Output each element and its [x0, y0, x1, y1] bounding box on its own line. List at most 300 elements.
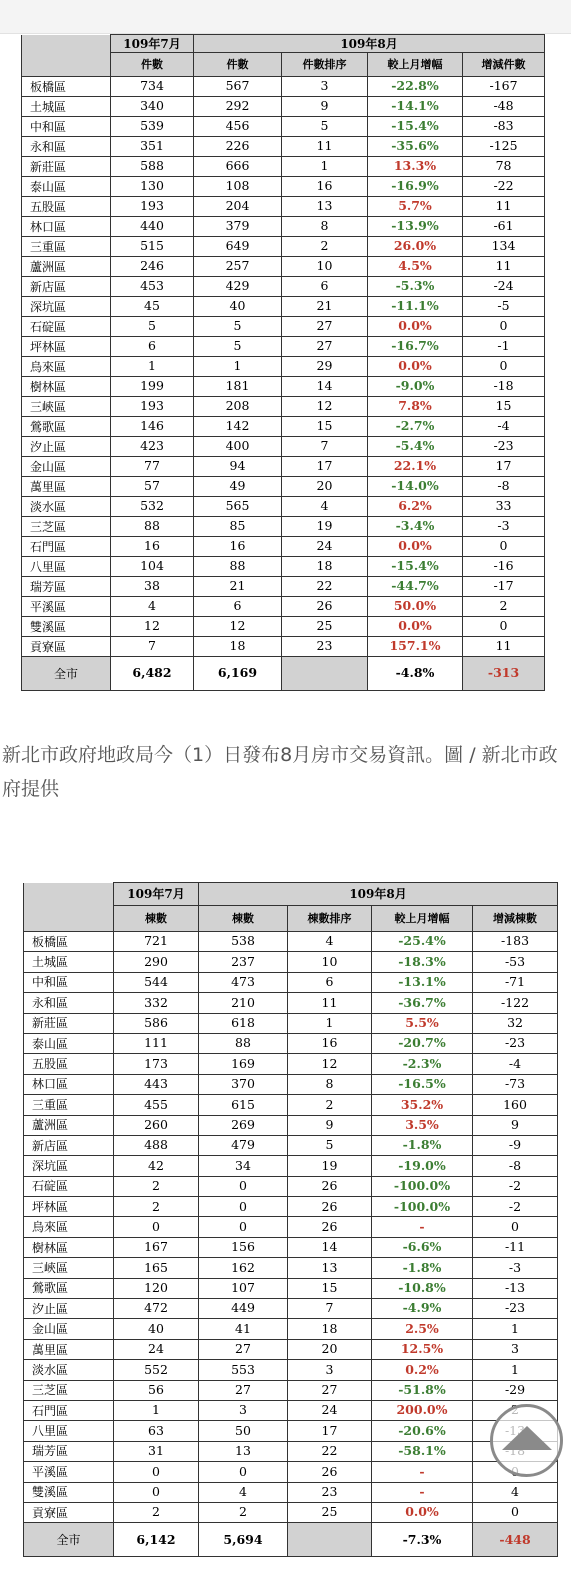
- district-cell: 瑞芳區: [24, 1441, 114, 1461]
- pct-change-cell: -1.8%: [372, 1258, 473, 1278]
- jul-count-cell: 440: [111, 217, 194, 237]
- diff-cell: 1: [473, 1319, 558, 1339]
- total-row: [22, 657, 545, 691]
- jul-count-cell: 0: [114, 1462, 199, 1482]
- diff-cell: -17: [463, 577, 545, 597]
- table-row: [24, 1033, 558, 1053]
- rank-cell: 22: [288, 1441, 372, 1461]
- district-cell: 淡水區: [22, 497, 111, 517]
- pct-change-cell: 3.5%: [372, 1115, 473, 1135]
- total-pct: -7.3%: [372, 1523, 473, 1557]
- jul-count-cell: 472: [114, 1299, 199, 1319]
- diff-cell: 11: [463, 197, 545, 217]
- district-cell: 林口區: [22, 217, 111, 237]
- jul-count-cell: 532: [111, 497, 194, 517]
- pct-change-cell: -: [372, 1217, 473, 1237]
- table-row: [24, 1074, 558, 1094]
- diff-cell: 33: [463, 497, 545, 517]
- table-row: [24, 1258, 558, 1278]
- rank-cell: 14: [282, 377, 368, 397]
- district-cell: 雙溪區: [24, 1482, 114, 1502]
- jul-count-cell: 544: [114, 972, 199, 992]
- aug-count-cell: 400: [194, 437, 282, 457]
- aug-count-cell: 27: [199, 1380, 288, 1400]
- rank-cell: 3: [282, 77, 368, 97]
- diff-cell: -61: [463, 217, 545, 237]
- aug-count-cell: 204: [194, 197, 282, 217]
- district-cell: 金山區: [22, 457, 111, 477]
- pct-change-cell: -35.6%: [368, 137, 463, 157]
- aug-count-cell: 2: [199, 1502, 288, 1522]
- pct-change-cell: 0.2%: [372, 1360, 473, 1380]
- district-cell: 蘆洲區: [24, 1115, 114, 1135]
- district-cell: 八里區: [22, 557, 111, 577]
- district-cell: 淡水區: [24, 1360, 114, 1380]
- district-cell: 深坑區: [24, 1156, 114, 1176]
- district-cell: 貢寮區: [22, 637, 111, 657]
- aug-count-cell: 156: [199, 1237, 288, 1257]
- aug-count-cell: 18: [194, 637, 282, 657]
- table-row: [24, 1360, 558, 1380]
- aug-count-cell: 3: [199, 1400, 288, 1420]
- district-cell: 永和區: [22, 137, 111, 157]
- district-cell: 烏來區: [24, 1217, 114, 1237]
- table-row: [22, 577, 545, 597]
- header-col1: 棟數: [114, 906, 199, 932]
- header-col5: 增減棟數: [473, 906, 558, 932]
- table-row: [24, 972, 558, 992]
- jul-count-cell: 340: [111, 97, 194, 117]
- pct-change-cell: 26.0%: [368, 237, 463, 257]
- table-row: [24, 1502, 558, 1522]
- district-cell: 新店區: [24, 1135, 114, 1155]
- aug-count-cell: 370: [199, 1074, 288, 1094]
- table-row: [24, 1115, 558, 1135]
- pct-change-cell: -19.0%: [372, 1156, 473, 1176]
- image-caption: 新北市政府地政局今（1）日發布8月房市交易資訊。圖 / 新北市政府提供: [2, 744, 558, 800]
- diff-cell: 160: [473, 1095, 558, 1115]
- aug-count-cell: 4: [199, 1482, 288, 1502]
- pct-change-cell: -15.4%: [368, 117, 463, 137]
- jul-count-cell: 734: [111, 77, 194, 97]
- district-cell: 三峽區: [24, 1258, 114, 1278]
- rank-cell: 2: [288, 1095, 372, 1115]
- diff-cell: 0: [473, 1502, 558, 1522]
- header-col2: 棟數: [199, 906, 288, 932]
- table-row: [24, 1400, 558, 1420]
- aug-count-cell: 85: [194, 517, 282, 537]
- diff-cell: 9: [473, 1115, 558, 1135]
- diff-cell: -16: [463, 557, 545, 577]
- table-row: [24, 1482, 558, 1502]
- pct-change-cell: -20.7%: [372, 1033, 473, 1053]
- aug-count-cell: 21: [194, 577, 282, 597]
- jul-count-cell: 488: [114, 1135, 199, 1155]
- district-cell: 三芝區: [24, 1380, 114, 1400]
- aug-count-cell: 257: [194, 257, 282, 277]
- jul-count-cell: 0: [114, 1217, 199, 1237]
- jul-count-cell: 290: [114, 952, 199, 972]
- district-cell: 金山區: [24, 1319, 114, 1339]
- total-pct: -4.8%: [368, 657, 463, 691]
- table-row: [24, 1421, 558, 1441]
- rank-cell: 10: [288, 952, 372, 972]
- district-cell: 石碇區: [24, 1176, 114, 1196]
- rank-cell: 25: [288, 1502, 372, 1522]
- diff-cell: 78: [463, 157, 545, 177]
- jul-count-cell: 7: [111, 637, 194, 657]
- table-row: [24, 1237, 558, 1257]
- table-row: [22, 477, 545, 497]
- rank-cell: 20: [282, 477, 368, 497]
- pct-change-cell: -100.0%: [372, 1197, 473, 1217]
- district-cell: 貢寮區: [24, 1502, 114, 1522]
- table-row: [24, 1380, 558, 1400]
- diff-cell: -1: [463, 337, 545, 357]
- district-cell: 坪林區: [24, 1197, 114, 1217]
- jul-count-cell: 104: [111, 557, 194, 577]
- diff-cell: -18: [463, 377, 545, 397]
- jul-count-cell: 57: [111, 477, 194, 497]
- district-cell: 土城區: [22, 97, 111, 117]
- table-row: [24, 1095, 558, 1115]
- rank-cell: 15: [282, 417, 368, 437]
- table-row: [24, 1217, 558, 1237]
- rank-cell: 18: [288, 1319, 372, 1339]
- pct-change-cell: -6.6%: [372, 1237, 473, 1257]
- diff-cell: 2: [463, 597, 545, 617]
- aug-count-cell: 0: [199, 1197, 288, 1217]
- table-row: [22, 357, 545, 377]
- pct-change-cell: 12.5%: [372, 1339, 473, 1359]
- district-cell: 永和區: [24, 993, 114, 1013]
- rank-cell: 23: [282, 637, 368, 657]
- buildings-count-table: [23, 882, 558, 1557]
- jul-count-cell: 588: [111, 157, 194, 177]
- rank-cell: 26: [282, 597, 368, 617]
- district-cell: 樹林區: [24, 1237, 114, 1257]
- table-row: [22, 497, 545, 517]
- scroll-to-top-button[interactable]: [490, 1404, 563, 1477]
- district-cell: 鶯歌區: [24, 1278, 114, 1298]
- header-col4: 較上月增幅: [368, 53, 463, 77]
- rank-cell: 5: [288, 1135, 372, 1155]
- table-row: [22, 217, 545, 237]
- aug-count-cell: 449: [199, 1299, 288, 1319]
- rank-cell: 6: [288, 972, 372, 992]
- rank-cell: 22: [282, 577, 368, 597]
- triangle-up-icon: [502, 1426, 552, 1450]
- rank-cell: 6: [282, 277, 368, 297]
- district-cell: 三重區: [22, 237, 111, 257]
- district-cell: 三重區: [24, 1095, 114, 1115]
- rank-cell: 13: [282, 197, 368, 217]
- pct-change-cell: 50.0%: [368, 597, 463, 617]
- aug-count-cell: 5: [194, 337, 282, 357]
- diff-cell: 4: [473, 1482, 558, 1502]
- jul-count-cell: 552: [114, 1360, 199, 1380]
- pct-change-cell: -16.9%: [368, 177, 463, 197]
- rank-cell: 27: [288, 1380, 372, 1400]
- jul-count-cell: 2: [114, 1176, 199, 1196]
- transactions-count-table: [21, 34, 545, 691]
- aug-count-cell: 50: [199, 1421, 288, 1441]
- pct-change-cell: -20.6%: [372, 1421, 473, 1441]
- district-cell: 板橋區: [24, 932, 114, 952]
- table-row: [22, 77, 545, 97]
- pct-change-cell: -2.7%: [368, 417, 463, 437]
- diff-cell: 15: [463, 397, 545, 417]
- aug-count-cell: 379: [194, 217, 282, 237]
- diff-cell: 0: [463, 357, 545, 377]
- diff-cell: -8: [473, 1156, 558, 1176]
- pct-change-cell: 0.0%: [368, 537, 463, 557]
- aug-count-cell: 13: [199, 1441, 288, 1461]
- pct-change-cell: -5.4%: [368, 437, 463, 457]
- rank-cell: 27: [282, 337, 368, 357]
- district-cell: 泰山區: [22, 177, 111, 197]
- header-col4: 較上月增幅: [372, 906, 473, 932]
- rank-cell: 2: [282, 237, 368, 257]
- table-row: [22, 397, 545, 417]
- district-cell: 萬里區: [22, 477, 111, 497]
- pct-change-cell: 2.5%: [372, 1319, 473, 1339]
- aug-count-cell: 41: [199, 1319, 288, 1339]
- rank-cell: 21: [282, 297, 368, 317]
- header-jul: 109年7月: [111, 35, 194, 53]
- top-bar: [0, 0, 571, 34]
- total-label: 全市: [22, 657, 111, 691]
- pct-change-cell: -3.4%: [368, 517, 463, 537]
- diff-cell: -8: [463, 477, 545, 497]
- rank-cell: 1: [282, 157, 368, 177]
- aug-count-cell: 226: [194, 137, 282, 157]
- diff-cell: -24: [463, 277, 545, 297]
- table-row: [22, 617, 545, 637]
- aug-count-cell: 181: [194, 377, 282, 397]
- rank-cell: 15: [288, 1278, 372, 1298]
- district-cell: 新莊區: [22, 157, 111, 177]
- jul-count-cell: 0: [114, 1482, 199, 1502]
- jul-count-cell: 165: [114, 1258, 199, 1278]
- aug-count-cell: 34: [199, 1156, 288, 1176]
- aug-count-cell: 473: [199, 972, 288, 992]
- diff-cell: 17: [463, 457, 545, 477]
- header-col3: 棟數排序: [288, 906, 372, 932]
- diff-cell: 0: [463, 537, 545, 557]
- rank-cell: 13: [288, 1258, 372, 1278]
- aug-count-cell: 162: [199, 1258, 288, 1278]
- rank-cell: 8: [282, 217, 368, 237]
- aug-count-cell: 618: [199, 1013, 288, 1033]
- diff-cell: 32: [473, 1013, 558, 1033]
- corner-cell: [24, 883, 114, 932]
- diff-cell: -3: [463, 517, 545, 537]
- jul-count-cell: 77: [111, 457, 194, 477]
- diff-cell: -2: [473, 1176, 558, 1196]
- total-rank: [282, 657, 368, 691]
- table-row: [22, 277, 545, 297]
- pct-change-cell: -5.3%: [368, 277, 463, 297]
- rank-cell: 26: [288, 1462, 372, 1482]
- table-row: [22, 117, 545, 137]
- header-aug: 109年8月: [199, 883, 558, 906]
- jul-count-cell: 539: [111, 117, 194, 137]
- table-row: [22, 297, 545, 317]
- diff-cell: -11: [473, 1237, 558, 1257]
- diff-cell: 11: [463, 637, 545, 657]
- diff-cell: -2: [473, 1197, 558, 1217]
- district-cell: 三芝區: [22, 517, 111, 537]
- pct-change-cell: -4.9%: [372, 1299, 473, 1319]
- total-aug: 5,694: [199, 1523, 288, 1557]
- diff-cell: -13: [473, 1278, 558, 1298]
- rank-cell: 9: [288, 1115, 372, 1135]
- pct-change-cell: 35.2%: [372, 1095, 473, 1115]
- district-cell: 汐止區: [22, 437, 111, 457]
- diff-cell: -48: [463, 97, 545, 117]
- jul-count-cell: 56: [114, 1380, 199, 1400]
- total-rank: [288, 1523, 372, 1557]
- table-row: [24, 1013, 558, 1033]
- pct-change-cell: 13.3%: [368, 157, 463, 177]
- diff-cell: 1: [473, 1360, 558, 1380]
- rank-cell: 5: [282, 117, 368, 137]
- table-row: [24, 1176, 558, 1196]
- table-row: [22, 137, 545, 157]
- jul-count-cell: 1: [114, 1400, 199, 1420]
- diff-cell: -53: [473, 952, 558, 972]
- district-cell: 新莊區: [24, 1013, 114, 1033]
- jul-count-cell: 130: [111, 177, 194, 197]
- header-col5: 增減件數: [463, 53, 545, 77]
- district-cell: 石碇區: [22, 317, 111, 337]
- district-cell: 中和區: [22, 117, 111, 137]
- table-row: [24, 1197, 558, 1217]
- jul-count-cell: 351: [111, 137, 194, 157]
- jul-count-cell: 173: [114, 1054, 199, 1074]
- aug-count-cell: 6: [194, 597, 282, 617]
- district-cell: 雙溪區: [22, 617, 111, 637]
- diff-cell: -23: [473, 1299, 558, 1319]
- pct-change-cell: -11.1%: [368, 297, 463, 317]
- table-row: [22, 317, 545, 337]
- table-row: [22, 437, 545, 457]
- aug-count-cell: 40: [194, 297, 282, 317]
- rank-cell: 10: [282, 257, 368, 277]
- district-cell: 八里區: [24, 1421, 114, 1441]
- jul-count-cell: 193: [111, 197, 194, 217]
- jul-count-cell: 167: [114, 1237, 199, 1257]
- total-jul: 6,482: [111, 657, 194, 691]
- jul-count-cell: 63: [114, 1421, 199, 1441]
- rank-cell: 1: [288, 1013, 372, 1033]
- district-cell: 林口區: [24, 1074, 114, 1094]
- table-row: [22, 197, 545, 217]
- diff-cell: -122: [473, 993, 558, 1013]
- rank-cell: 14: [288, 1237, 372, 1257]
- aug-count-cell: 565: [194, 497, 282, 517]
- rank-cell: 3: [288, 1360, 372, 1380]
- district-cell: 泰山區: [24, 1033, 114, 1053]
- table-row: [22, 157, 545, 177]
- pct-change-cell: -58.1%: [372, 1441, 473, 1461]
- rank-cell: 17: [288, 1421, 372, 1441]
- aug-count-cell: 12: [194, 617, 282, 637]
- rank-cell: 24: [282, 537, 368, 557]
- aug-count-cell: 210: [199, 993, 288, 1013]
- district-cell: 石門區: [22, 537, 111, 557]
- rank-cell: 27: [282, 317, 368, 337]
- pct-change-cell: -100.0%: [372, 1176, 473, 1196]
- aug-count-cell: 108: [194, 177, 282, 197]
- diff-cell: -9: [473, 1135, 558, 1155]
- jul-count-cell: 332: [114, 993, 199, 1013]
- district-cell: 中和區: [24, 972, 114, 992]
- pct-change-cell: -: [372, 1462, 473, 1482]
- diff-cell: -3: [473, 1258, 558, 1278]
- pct-change-cell: -9.0%: [368, 377, 463, 397]
- table-row: [22, 637, 545, 657]
- pct-change-cell: -16.5%: [372, 1074, 473, 1094]
- table-row: [22, 517, 545, 537]
- table-row: [22, 457, 545, 477]
- pct-change-cell: 0.0%: [372, 1502, 473, 1522]
- jul-count-cell: 40: [114, 1319, 199, 1339]
- jul-count-cell: 6: [111, 337, 194, 357]
- table-row: [22, 177, 545, 197]
- pct-change-cell: -14.0%: [368, 477, 463, 497]
- rank-cell: 26: [288, 1197, 372, 1217]
- district-cell: 蘆洲區: [22, 257, 111, 277]
- jul-count-cell: 45: [111, 297, 194, 317]
- pct-change-cell: 22.1%: [368, 457, 463, 477]
- jul-count-cell: 453: [111, 277, 194, 297]
- jul-count-cell: 146: [111, 417, 194, 437]
- aug-count-cell: 0: [199, 1176, 288, 1196]
- table-row: [22, 597, 545, 617]
- jul-count-cell: 12: [111, 617, 194, 637]
- diff-cell: 11: [463, 257, 545, 277]
- aug-count-cell: 49: [194, 477, 282, 497]
- district-cell: 烏來區: [22, 357, 111, 377]
- rank-cell: 8: [288, 1074, 372, 1094]
- district-cell: 樹林區: [22, 377, 111, 397]
- jul-count-cell: 193: [111, 397, 194, 417]
- diff-cell: 134: [463, 237, 545, 257]
- table-row: [24, 1339, 558, 1359]
- aug-count-cell: 538: [199, 932, 288, 952]
- pct-change-cell: -1.8%: [372, 1135, 473, 1155]
- table-row: [22, 537, 545, 557]
- rank-cell: 19: [288, 1156, 372, 1176]
- diff-cell: -23: [473, 1033, 558, 1053]
- aug-count-cell: 479: [199, 1135, 288, 1155]
- pct-change-cell: -44.7%: [368, 577, 463, 597]
- jul-count-cell: 423: [111, 437, 194, 457]
- header-jul: 109年7月: [114, 883, 199, 906]
- table-row: [24, 932, 558, 952]
- jul-count-cell: 4: [111, 597, 194, 617]
- pct-change-cell: 5.5%: [372, 1013, 473, 1033]
- diff-cell: -167: [463, 77, 545, 97]
- diff-cell: -125: [463, 137, 545, 157]
- district-cell: 三峽區: [22, 397, 111, 417]
- table-row: [24, 1441, 558, 1461]
- pct-change-cell: -15.4%: [368, 557, 463, 577]
- jul-count-cell: 42: [114, 1156, 199, 1176]
- header-col3: 件數排序: [282, 53, 368, 77]
